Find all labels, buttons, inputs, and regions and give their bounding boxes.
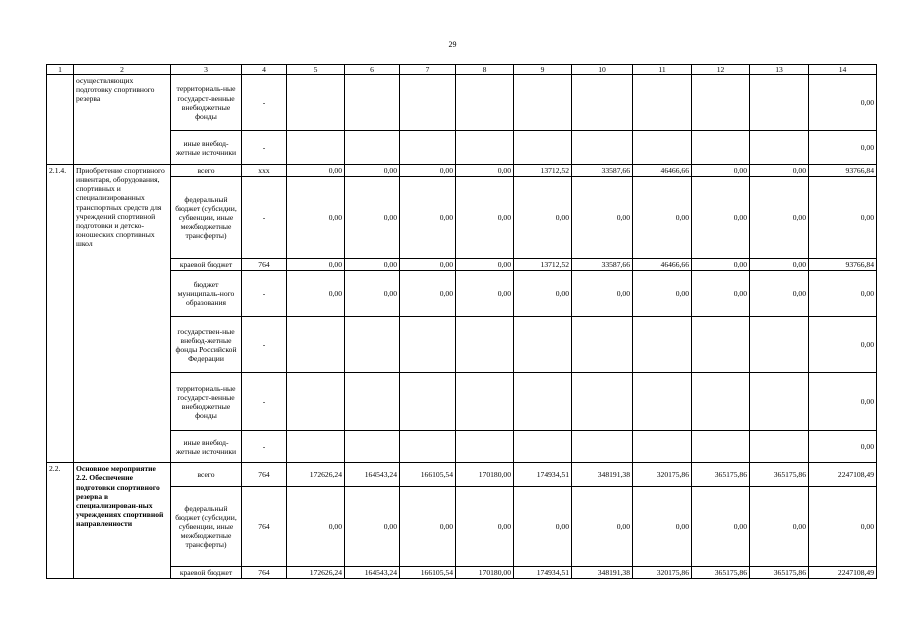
funding-source: федеральный бюджет (субсидии, субвенции, иные межбюджетные трансферты)	[171, 487, 242, 567]
total-amount: 93766,84	[809, 259, 877, 271]
budget-code: -	[242, 373, 287, 431]
table-row	[47, 317, 877, 373]
year-amount: 0,00	[456, 165, 514, 177]
item-code: 2.2.	[47, 463, 74, 579]
year-amount	[692, 431, 750, 463]
column-number-cell: 3	[171, 65, 242, 75]
year-amount: 0,00	[633, 177, 692, 259]
table-row	[47, 431, 877, 463]
column-number-cell: 7	[400, 65, 456, 75]
year-amount: 365175,86	[750, 463, 809, 487]
year-amount	[692, 373, 750, 431]
year-amount: 170180,00	[456, 463, 514, 487]
budget-code: 764	[242, 259, 287, 271]
total-amount: 0,00	[809, 373, 877, 431]
year-amount: 0,00	[692, 487, 750, 567]
funding-source: иные внебюд-жетные источники	[171, 431, 242, 463]
year-amount: 33587,66	[572, 259, 633, 271]
year-amount: 0,00	[750, 165, 809, 177]
item-name: Приобретение спортивного инвентаря, оборудования, спортивных и специализированных транспортных средств для учреждений спортивной подготовки и детско-юношеских спортивных школ	[74, 165, 171, 463]
total-amount: 0,00	[809, 271, 877, 317]
year-amount: 0,00	[400, 165, 456, 177]
year-amount	[692, 75, 750, 131]
year-amount: 0,00	[400, 259, 456, 271]
budget-code: -	[242, 317, 287, 373]
column-number-cell: 14	[809, 65, 877, 75]
year-amount: 0,00	[456, 271, 514, 317]
year-amount	[345, 317, 400, 373]
year-amount: 0,00	[750, 259, 809, 271]
year-amount: 174934,51	[514, 463, 572, 487]
budget-code: 764	[242, 487, 287, 567]
year-amount: 0,00	[287, 177, 345, 259]
year-amount	[692, 317, 750, 373]
column-number-cell: 12	[692, 65, 750, 75]
funding-source: иные внебюд-жетные источники	[171, 131, 242, 165]
year-amount: 0,00	[572, 271, 633, 317]
year-amount	[750, 431, 809, 463]
funding-source: краевой бюджет	[171, 259, 242, 271]
year-amount	[287, 317, 345, 373]
year-amount: 0,00	[633, 271, 692, 317]
year-amount: 320175,86	[633, 463, 692, 487]
funding-source: территориаль-ные государст-венные внебюджетные фонды	[171, 373, 242, 431]
year-amount	[572, 131, 633, 165]
year-amount: 0,00	[692, 165, 750, 177]
year-amount	[514, 431, 572, 463]
year-amount	[572, 317, 633, 373]
year-amount: 13712,52	[514, 259, 572, 271]
year-amount	[750, 131, 809, 165]
year-amount: 0,00	[750, 487, 809, 567]
year-amount	[345, 131, 400, 165]
funding-source: всего	[171, 165, 242, 177]
budget-code: -	[242, 271, 287, 317]
table-row	[47, 463, 877, 487]
table-row	[47, 487, 877, 567]
year-amount: 0,00	[514, 487, 572, 567]
year-amount: 0,00	[572, 177, 633, 259]
year-amount: 0,00	[345, 271, 400, 317]
year-amount	[514, 373, 572, 431]
year-amount	[345, 373, 400, 431]
year-amount: 0,00	[692, 177, 750, 259]
year-amount: 0,00	[287, 487, 345, 567]
total-amount: 0,00	[809, 431, 877, 463]
year-amount: 46466,66	[633, 165, 692, 177]
year-amount: 0,00	[287, 259, 345, 271]
year-amount	[633, 131, 692, 165]
year-amount	[750, 317, 809, 373]
year-amount	[456, 131, 514, 165]
budget-code: -	[242, 131, 287, 165]
year-amount	[572, 75, 633, 131]
column-number-cell: 8	[456, 65, 514, 75]
page-number: 29	[448, 40, 457, 49]
column-number-cell: 9	[514, 65, 572, 75]
funding-source: всего	[171, 463, 242, 487]
column-number-cell: 2	[74, 65, 171, 75]
year-amount: 0,00	[750, 177, 809, 259]
total-amount: 2247108,49	[809, 463, 877, 487]
year-amount	[514, 131, 572, 165]
year-amount	[400, 431, 456, 463]
year-amount: 365175,86	[750, 567, 809, 579]
year-amount: 170180,00	[456, 567, 514, 579]
year-amount	[400, 317, 456, 373]
year-amount: 0,00	[514, 271, 572, 317]
year-amount: 13712,52	[514, 165, 572, 177]
budget-table	[46, 64, 877, 579]
year-amount	[633, 431, 692, 463]
total-amount: 93766,84	[809, 165, 877, 177]
table-row	[47, 259, 877, 271]
year-amount: 0,00	[400, 271, 456, 317]
total-amount: 2247108,49	[809, 567, 877, 579]
year-amount: 164543,24	[345, 567, 400, 579]
year-amount	[400, 75, 456, 131]
column-number-cell: 1	[47, 65, 74, 75]
year-amount	[456, 75, 514, 131]
total-amount: 0,00	[809, 177, 877, 259]
year-amount: 172626,24	[287, 567, 345, 579]
year-amount	[692, 131, 750, 165]
year-amount	[456, 373, 514, 431]
item-code	[47, 75, 74, 165]
year-amount: 166105,54	[400, 567, 456, 579]
year-amount	[400, 373, 456, 431]
year-amount	[287, 75, 345, 131]
table-row	[47, 75, 877, 131]
year-amount	[287, 373, 345, 431]
table-row	[47, 165, 877, 177]
budget-code: 764	[242, 463, 287, 487]
funding-source: бюджет муниципаль-ного образования	[171, 271, 242, 317]
year-amount: 0,00	[514, 177, 572, 259]
funding-source: федеральный бюджет (субсидии, субвенции, иные межбюджетные трансферты)	[171, 177, 242, 259]
funding-source: краевой бюджет	[171, 567, 242, 579]
year-amount: 348191,38	[572, 567, 633, 579]
table-row	[47, 131, 877, 165]
year-amount	[572, 373, 633, 431]
funding-source: государствен-ные внебюд-жетные фонды Российской Федерации	[171, 317, 242, 373]
table-row	[47, 373, 877, 431]
column-number-cell: 10	[572, 65, 633, 75]
year-amount: 365175,86	[692, 463, 750, 487]
total-amount: 0,00	[809, 317, 877, 373]
year-amount	[345, 431, 400, 463]
year-amount: 348191,38	[572, 463, 633, 487]
budget-code: 764	[242, 567, 287, 579]
column-number-cell: 13	[750, 65, 809, 75]
budget-code: -	[242, 75, 287, 131]
budget-code: -	[242, 431, 287, 463]
year-amount: 174934,51	[514, 567, 572, 579]
column-number-cell: 11	[633, 65, 692, 75]
year-amount	[750, 75, 809, 131]
year-amount: 164543,24	[345, 463, 400, 487]
year-amount: 0,00	[345, 165, 400, 177]
table-row	[47, 567, 877, 579]
total-amount: 0,00	[809, 131, 877, 165]
budget-code: -	[242, 177, 287, 259]
item-code: 2.1.4.	[47, 165, 74, 463]
year-amount: 33587,66	[572, 165, 633, 177]
year-amount	[514, 317, 572, 373]
year-amount: 0,00	[456, 177, 514, 259]
year-amount: 172626,24	[287, 463, 345, 487]
year-amount: 0,00	[287, 165, 345, 177]
column-number-cell: 4	[242, 65, 287, 75]
year-amount: 0,00	[456, 487, 514, 567]
column-number-cell: 6	[345, 65, 400, 75]
year-amount	[514, 75, 572, 131]
year-amount: 365175,86	[692, 567, 750, 579]
column-number-cell: 5	[287, 65, 345, 75]
year-amount: 0,00	[345, 487, 400, 567]
total-amount: 0,00	[809, 75, 877, 131]
year-amount	[633, 317, 692, 373]
year-amount: 166105,54	[400, 463, 456, 487]
budget-code: ххх	[242, 165, 287, 177]
year-amount: 0,00	[692, 271, 750, 317]
year-amount: 0,00	[345, 177, 400, 259]
table-row	[47, 177, 877, 259]
year-amount	[633, 373, 692, 431]
item-name: Основное мероприятие 2.2. Обеспечение подготовки спортивного резерва в специализирован-ных учреждениях спортивной направленности	[74, 463, 171, 579]
item-name: осуществляющих подготовку спортивного резерва	[74, 75, 171, 165]
year-amount: 0,00	[750, 271, 809, 317]
year-amount: 0,00	[456, 259, 514, 271]
year-amount	[456, 317, 514, 373]
year-amount: 320175,86	[633, 567, 692, 579]
year-amount	[345, 75, 400, 131]
year-amount: 0,00	[572, 487, 633, 567]
funding-source: территориаль-ные государст-венные внебюджетные фонды	[171, 75, 242, 131]
year-amount	[572, 431, 633, 463]
year-amount: 0,00	[692, 259, 750, 271]
year-amount: 0,00	[345, 259, 400, 271]
table-body	[47, 65, 877, 579]
table-row	[47, 271, 877, 317]
year-amount	[287, 431, 345, 463]
year-amount: 0,00	[400, 177, 456, 259]
total-amount: 0,00	[809, 487, 877, 567]
year-amount	[633, 75, 692, 131]
year-amount: 0,00	[287, 271, 345, 317]
year-amount: 0,00	[400, 487, 456, 567]
year-amount	[750, 373, 809, 431]
year-amount	[400, 131, 456, 165]
year-amount: 0,00	[633, 487, 692, 567]
year-amount	[287, 131, 345, 165]
column-number-row	[47, 65, 877, 75]
year-amount: 46466,66	[633, 259, 692, 271]
year-amount	[456, 431, 514, 463]
